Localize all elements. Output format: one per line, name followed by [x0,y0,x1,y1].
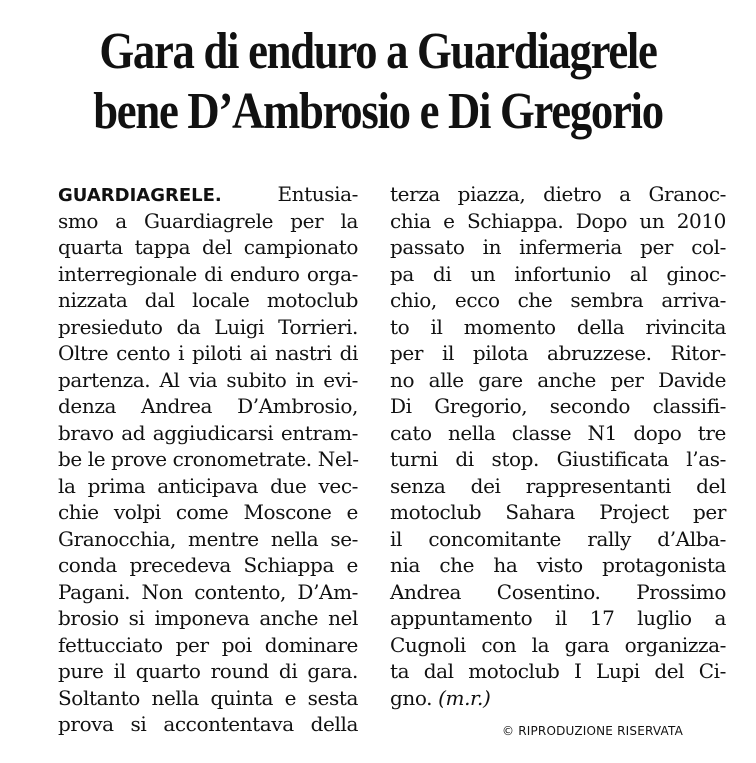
column-line-text: Entusia- [277,182,358,206]
column-line: chia e Schiappa. Dopo un 2010 [390,208,726,233]
column-line: il concomitante rally d’Alba- [390,526,726,551]
column-line [390,685,726,712]
column-line: interregionale di enduro orga- [58,261,358,286]
column-line: quarta tappa del campionato [58,235,358,259]
column-line: Di Gregorio, secondo classifi- [390,394,726,418]
author-signature: (m.r.) [438,685,491,710]
column-line: smo a Guardiagrele per la [58,208,358,233]
column-line: nia che ha visto protagonista [390,553,726,577]
column-line: denza Andrea D’Ambrosio, [58,394,358,418]
column-line [58,181,358,208]
column-line: no alle gare anche per Davide [390,367,726,392]
column-line: ta dal motoclub I Lupi del Ci- [390,659,726,683]
column-line: Granocchia, mentre nella se- [58,526,358,551]
column-line: chie volpi come Moscone e [58,500,358,524]
column-line: Oltre cento i piloti ai nastri di [58,341,358,365]
article-column-left [58,181,358,738]
column-line: per il pilota abruzzese. Ritor- [390,341,726,365]
article-column-right [390,181,726,711]
column-line: appuntamento il 17 luglio a [390,606,726,630]
dateline: GUARDIAGRELE. [58,185,222,206]
column-line: pa di un infortunio al ginoc- [390,261,726,286]
column-line: Cugnoli con la gara organizza- [390,632,726,657]
column-line: presieduto da Luigi Torrieri. [58,314,358,339]
column-line: passato in infermeria per col- [390,235,726,259]
column-line: brosio si imponeva anche nel [58,606,358,630]
column-line: nizzata dal locale motoclub [58,288,358,312]
column-line: terza piazza, dietro a Granoc- [390,182,726,206]
column-line: Andrea Cosentino. Prossimo [390,579,726,604]
column-line: cato nella classe N1 dopo tre [390,420,726,445]
column-line: conda precedeva Schiappa e [58,553,358,577]
copyright-notice: © RIPRODUZIONE RISERVATA [502,724,683,738]
column-line: pure il quarto round di gara. [58,659,358,683]
column-line: partenza. Al via subito in evi- [58,367,358,392]
headline [53,22,703,142]
column-line: Soltanto nella quinta e sesta [58,685,358,710]
column-line: senza dei rappresentanti del [390,473,726,498]
column-line: fettucciato per poi dominare [58,632,358,657]
column-line: Pagani. Non contento, D’Am- [58,579,358,604]
column-line: to il momento della rivincita [390,314,726,339]
column-line: chio, ecco che sembra arriva- [390,288,726,312]
column-line: la prima anticipava due vec- [58,473,358,498]
column-line: be le prove cronometrate. Nel- [58,447,359,471]
column-line-text: gno. [390,685,433,710]
headline-line-2: bene D’Ambrosio e Di Gregorio [93,83,663,140]
column-line: turni di stop. Giustificata l’as- [390,447,726,471]
column-line: prova si accontentava della [58,712,358,736]
column-line: motoclub Sahara Project per [390,500,726,524]
column-line: bravo ad aggiudicarsi entram- [58,420,358,445]
headline-line-1: Gara di enduro a Guardiagrele [99,23,657,80]
